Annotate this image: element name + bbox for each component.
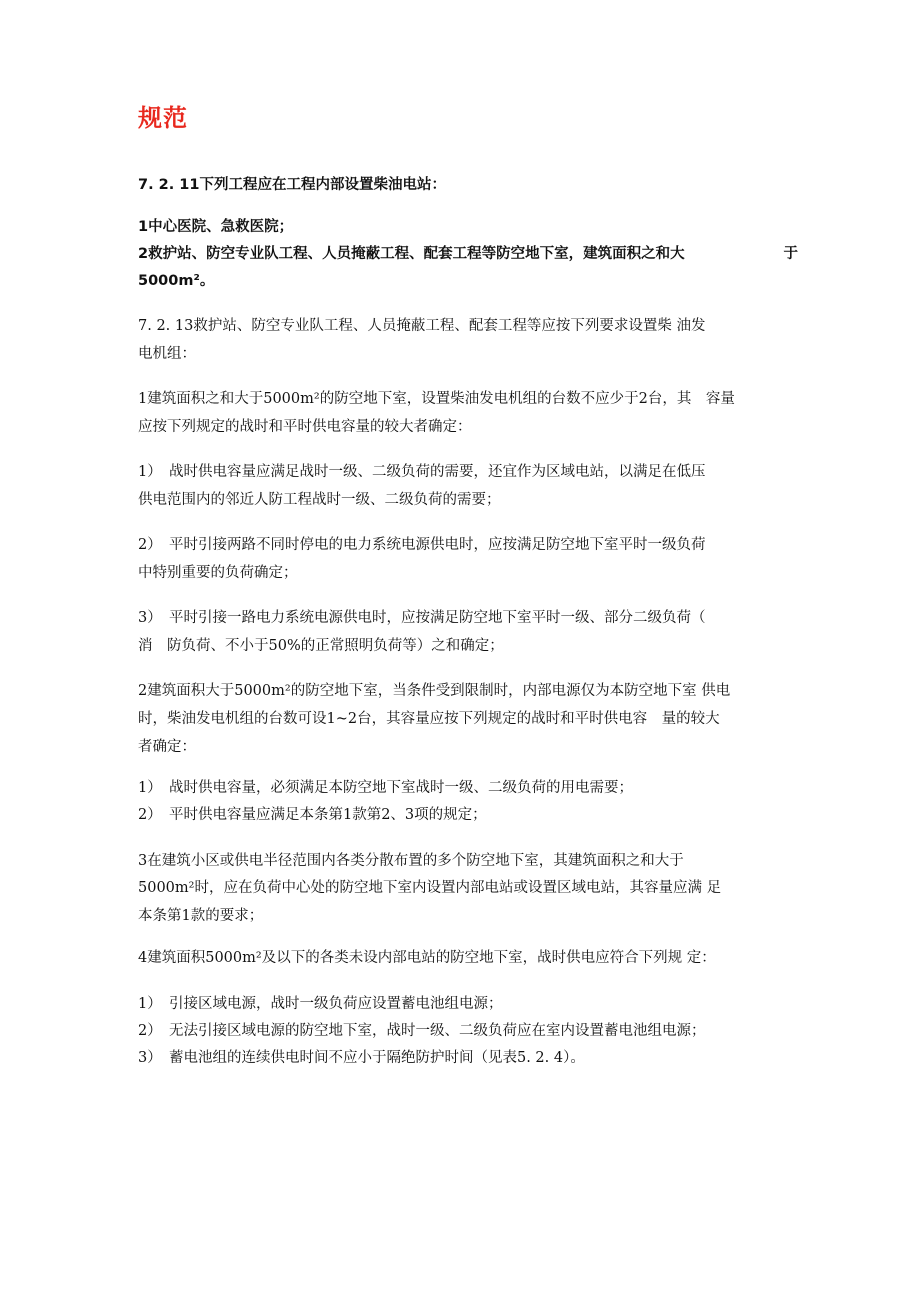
sub-4-1: 1） 引接区域电源，战时一级负荷应设置蓄电池组电源；: [138, 996, 503, 1012]
para-2-l1: 2建筑面积大于5000m²的防空地下室，当条件受到限制时，内部电源仅为本防空地下室 供电: [138, 683, 731, 699]
sub-2-l2: 中特别重要的负荷确定；: [138, 565, 298, 581]
sub-2-l1: 2） 平时引接两路不同时停电的电力系统电源供电时，应按满足防空地下室平时一级负荷: [138, 537, 706, 553]
clause-7-2-13-l2: 电机组：: [138, 346, 196, 362]
para-2-l3: 者确定：: [138, 739, 196, 755]
para-3-l3: 本条第1款的要求；: [138, 908, 264, 924]
clause-7-2-11: 7. 2. 11下列工程应在工程内部设置柴油电站：: [138, 177, 446, 193]
para-1-l1: 1建筑面积之和大于5000m²的防空地下室，设置柴油发电机组的台数不应少于2台，其 容量: [138, 391, 735, 407]
item-2-text: 2救护站、防空专业队工程、人员掩蔽工程、配套工程等防空地下室，建筑面积之和大: [138, 246, 685, 262]
para-1-l2: 应按下列规定的战时和平时供电容量的较大者确定：: [138, 419, 472, 435]
sub-3-l2: 消 防负荷、不小于50%的正常照明负荷等）之和确定；: [138, 638, 504, 654]
para-4: 4建筑面积5000m²及以下的各类未设内部电站的防空地下室，战时供电应符合下列规 定：: [138, 950, 716, 966]
sub-2-2: 2） 平时供电容量应满足本条第1款第2、3项的规定；: [138, 807, 487, 823]
para-3-l1: 3在建筑小区或供电半径范围内各类分散布置的多个防空地下室，其建筑面积之和大于: [138, 853, 684, 869]
clause-7-2-13-l1: 7. 2. 13救护站、防空专业队工程、人员掩蔽工程、配套工程等应按下列要求设置柴 油发: [138, 318, 706, 334]
item-2-cont: 5000m²。: [138, 273, 215, 289]
para-3-l2: 5000m²时，应在负荷中心处的防空地下室内设置内部电站或设置区域电站，其容量应满 足: [138, 880, 722, 896]
para-2-l2: 时，柴油发电机组的台数可设1~2台，其容量应按下列规定的战时和平时供电容 量的较大: [138, 711, 720, 727]
sub-1-l1: 1） 战时供电容量应满足战时一级、二级负荷的需要，还宜作为区域电站，以满足在低压: [138, 464, 706, 480]
sub-3-l1: 3） 平时引接一路电力系统电源供电时，应按满足防空地下室平时一级、部分二级负荷（: [138, 610, 706, 626]
sub-1-l2: 供电范围内的邻近人防工程战时一级、二级负荷的需要；: [138, 492, 501, 508]
sub-2-1: 1） 战时供电容量，必须满足本防空地下室战时一级、二级负荷的用电需要；: [138, 780, 633, 796]
page-title: 规范: [138, 104, 188, 132]
sub-4-2: 2） 无法引接区域电源的防空地下室，战时一级、二级负荷应在室内设置蓄电池组电源；: [138, 1023, 706, 1039]
sub-4-3: 3） 蓄电池组的连续供电时间不应小于隔绝防护时间（见表5. 2. 4）。: [138, 1050, 585, 1066]
item-2-first-line: [138, 239, 798, 269]
item-1-hospitals: 1中心医院、急救医院；: [138, 219, 294, 235]
item-2-tail: 于: [783, 246, 798, 262]
